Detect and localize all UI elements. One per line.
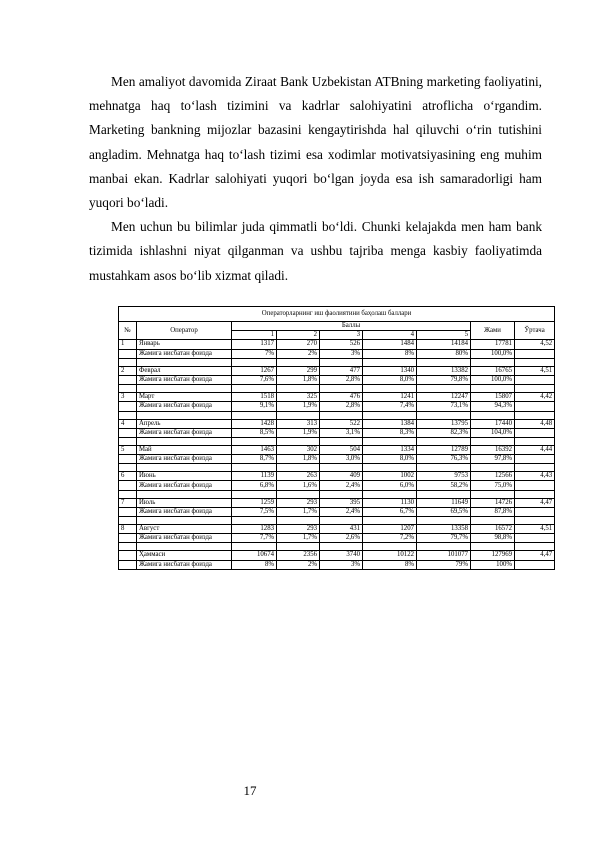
spacer-cell bbox=[320, 358, 363, 366]
header-score-2: 2 bbox=[277, 331, 320, 340]
paragraph-2: Men uchun bu bilimlar juda qimmatli bo‘ldi. Chunki kelajakda men ham bank tizimida ishlashni niyat qilganman va ushbu tajriba menga kasbiy faoliyatimda mustahkam asos bo‘lib xizmat qiladi. bbox=[89, 219, 542, 283]
spacer-cell bbox=[363, 543, 417, 551]
score-value: 293 bbox=[277, 525, 320, 534]
spacer-row bbox=[119, 517, 555, 525]
score-value: 13358 bbox=[417, 525, 471, 534]
score-value: 313 bbox=[277, 419, 320, 428]
spacer-cell bbox=[417, 411, 471, 419]
share-value: 79% bbox=[417, 560, 471, 569]
share-total: 104,0% bbox=[471, 428, 515, 437]
score-value: 12789 bbox=[417, 445, 471, 454]
spacer-cell bbox=[232, 543, 277, 551]
row-month: Май bbox=[137, 445, 232, 454]
table-row bbox=[119, 472, 555, 481]
spacer-cell bbox=[320, 543, 363, 551]
table-row bbox=[119, 551, 555, 560]
share-total: 100,0% bbox=[471, 375, 515, 384]
row-total: 127969 bbox=[471, 551, 515, 560]
spacer-cell bbox=[363, 411, 417, 419]
spacer-cell bbox=[417, 543, 471, 551]
share-label: Жамига нисбатан фоизда bbox=[137, 455, 232, 464]
share-label: Жамига нисбатан фоизда bbox=[137, 534, 232, 543]
score-value: 477 bbox=[320, 366, 363, 375]
spacer-cell bbox=[515, 490, 555, 498]
score-value: 10122 bbox=[363, 551, 417, 560]
row-month: Август bbox=[137, 525, 232, 534]
score-value: 1207 bbox=[363, 525, 417, 534]
spacer-cell bbox=[363, 437, 417, 445]
share-total: 97,8% bbox=[471, 455, 515, 464]
header-scores: Баллы bbox=[232, 322, 471, 331]
share-value: 76,3% bbox=[417, 455, 471, 464]
row-total: 16392 bbox=[471, 445, 515, 454]
share-value: 80% bbox=[417, 349, 471, 358]
score-value: 395 bbox=[320, 498, 363, 507]
share-value: 69,5% bbox=[417, 507, 471, 516]
score-value: 1267 bbox=[232, 366, 277, 375]
share-average-empty bbox=[515, 402, 555, 411]
share-label: Жамига нисбатан фоизда bbox=[137, 560, 232, 569]
table-row bbox=[119, 498, 555, 507]
spacer-cell bbox=[137, 464, 232, 472]
spacer-cell bbox=[232, 411, 277, 419]
share-value: 1,7% bbox=[277, 534, 320, 543]
table-row bbox=[119, 393, 555, 402]
spacer-cell bbox=[320, 490, 363, 498]
share-value: 7,2% bbox=[363, 534, 417, 543]
share-value: 8% bbox=[363, 560, 417, 569]
score-value: 1428 bbox=[232, 419, 277, 428]
score-value: 302 bbox=[277, 445, 320, 454]
spacer-cell bbox=[471, 543, 515, 551]
spacer-cell bbox=[232, 464, 277, 472]
header-operator: Оператор bbox=[137, 322, 232, 340]
spacer-cell bbox=[137, 490, 232, 498]
table-row-share bbox=[119, 481, 555, 490]
share-value: 3% bbox=[320, 560, 363, 569]
share-label: Жамига нисбатан фоизда bbox=[137, 428, 232, 437]
score-value: 1484 bbox=[363, 340, 417, 349]
table-row-share bbox=[119, 402, 555, 411]
spacer-cell bbox=[119, 464, 137, 472]
share-spacer bbox=[119, 455, 137, 464]
share-label: Жамига нисбатан фоизда bbox=[137, 375, 232, 384]
spacer-cell bbox=[232, 437, 277, 445]
share-average-empty bbox=[515, 375, 555, 384]
score-value: 293 bbox=[277, 498, 320, 507]
score-value: 1130 bbox=[363, 498, 417, 507]
score-value: 101077 bbox=[417, 551, 471, 560]
spacer-cell bbox=[119, 490, 137, 498]
spacer-cell bbox=[471, 490, 515, 498]
share-spacer bbox=[119, 534, 137, 543]
spacer-cell bbox=[417, 437, 471, 445]
spacer-cell bbox=[515, 358, 555, 366]
row-average: 4,51 bbox=[515, 525, 555, 534]
score-value: 522 bbox=[320, 419, 363, 428]
header-score-3: 3 bbox=[320, 331, 363, 340]
row-number: 3 bbox=[119, 393, 137, 402]
spacer-cell bbox=[137, 543, 232, 551]
row-month: Феврал bbox=[137, 366, 232, 375]
spacer-cell bbox=[471, 411, 515, 419]
spacer-cell bbox=[119, 517, 137, 525]
table-row-share bbox=[119, 455, 555, 464]
row-number: 5 bbox=[119, 445, 137, 454]
score-value: 13795 bbox=[417, 419, 471, 428]
spacer-cell bbox=[363, 385, 417, 393]
share-spacer bbox=[119, 428, 137, 437]
score-value: 431 bbox=[320, 525, 363, 534]
score-value: 1334 bbox=[363, 445, 417, 454]
share-value: 73,1% bbox=[417, 402, 471, 411]
header-score-4: 4 bbox=[363, 331, 417, 340]
share-total: 100,0% bbox=[471, 349, 515, 358]
spacer-cell bbox=[277, 517, 320, 525]
score-value: 9753 bbox=[417, 472, 471, 481]
header-no: № bbox=[119, 322, 137, 340]
spacer-cell bbox=[515, 543, 555, 551]
row-average: 4,48 bbox=[515, 419, 555, 428]
row-total: 17781 bbox=[471, 340, 515, 349]
score-value: 13382 bbox=[417, 366, 471, 375]
spacer-cell bbox=[232, 490, 277, 498]
share-total: 94,3% bbox=[471, 402, 515, 411]
share-label: Жамига нисбатан фоизда bbox=[137, 481, 232, 490]
spacer-cell bbox=[137, 385, 232, 393]
row-total: 15807 bbox=[471, 393, 515, 402]
row-average: 4,47 bbox=[515, 498, 555, 507]
spacer-cell bbox=[471, 358, 515, 366]
row-month: Июль bbox=[137, 498, 232, 507]
row-number: 6 bbox=[119, 472, 137, 481]
spacer-cell bbox=[515, 411, 555, 419]
header-average: Ўртача bbox=[515, 322, 555, 340]
share-spacer bbox=[119, 375, 137, 384]
header-total: Жами bbox=[471, 322, 515, 340]
share-value: 7,5% bbox=[232, 507, 277, 516]
score-value: 14184 bbox=[417, 340, 471, 349]
spacer-row bbox=[119, 411, 555, 419]
share-spacer bbox=[119, 507, 137, 516]
spacer-cell bbox=[137, 411, 232, 419]
spacer-row bbox=[119, 490, 555, 498]
share-value: 2,8% bbox=[320, 375, 363, 384]
row-number: 4 bbox=[119, 419, 137, 428]
spacer-cell bbox=[119, 358, 137, 366]
operator-scores-table-wrapper bbox=[118, 306, 553, 570]
share-total: 75,0% bbox=[471, 481, 515, 490]
spacer-cell bbox=[417, 464, 471, 472]
spacer-cell bbox=[277, 490, 320, 498]
header-score-1: 1 bbox=[232, 331, 277, 340]
share-value: 2,6% bbox=[320, 534, 363, 543]
share-value: 2,4% bbox=[320, 507, 363, 516]
share-value: 8% bbox=[363, 349, 417, 358]
score-value: 526 bbox=[320, 340, 363, 349]
share-value: 1,7% bbox=[277, 507, 320, 516]
share-average-empty bbox=[515, 507, 555, 516]
table-row bbox=[119, 445, 555, 454]
spacer-cell bbox=[471, 437, 515, 445]
row-number: 7 bbox=[119, 498, 137, 507]
score-value: 325 bbox=[277, 393, 320, 402]
share-value: 7,6% bbox=[232, 375, 277, 384]
share-average-empty bbox=[515, 481, 555, 490]
spacer-cell bbox=[417, 385, 471, 393]
spacer-row bbox=[119, 437, 555, 445]
share-total: 98,8% bbox=[471, 534, 515, 543]
spacer-cell bbox=[363, 517, 417, 525]
score-value: 2356 bbox=[277, 551, 320, 560]
share-value: 79,7% bbox=[417, 534, 471, 543]
spacer-cell bbox=[320, 517, 363, 525]
row-average: 4,42 bbox=[515, 393, 555, 402]
operator-scores-table bbox=[118, 306, 555, 570]
spacer-cell bbox=[137, 358, 232, 366]
share-average-empty bbox=[515, 560, 555, 569]
page-number: 17 bbox=[243, 783, 257, 798]
spacer-cell bbox=[119, 437, 137, 445]
spacer-row bbox=[119, 464, 555, 472]
paragraph-1: Men amaliyot davomida Ziraat Bank Uzbekistan ATBning marketing faoliyatini, mehnatga haq to‘lash tizimini va kadrlar salohiyatini atroflicha o‘rgandim. Marketing bankning mijozlar bazasini kengaytirishda hal qiluvchi o‘rin tutishini angladim. Mehnatga haq to‘lash tizimi esa xodimlar motivatsiyasining eng muhim manbai ekan. Kadrlar salohiyati yuqori bo‘lgan joyda esa ish samaradorligi ham yuqori bo‘ladi. bbox=[89, 74, 542, 211]
share-value: 82,3% bbox=[417, 428, 471, 437]
share-value: 8,5% bbox=[232, 428, 277, 437]
table-body bbox=[119, 340, 555, 569]
share-value: 9,1% bbox=[232, 402, 277, 411]
score-value: 1259 bbox=[232, 498, 277, 507]
share-spacer bbox=[119, 481, 137, 490]
spacer-cell bbox=[119, 543, 137, 551]
spacer-cell bbox=[471, 517, 515, 525]
row-average: 4,44 bbox=[515, 445, 555, 454]
share-label: Жамига нисбатан фоизда bbox=[137, 402, 232, 411]
spacer-cell bbox=[277, 437, 320, 445]
row-number: 8 bbox=[119, 525, 137, 534]
share-value: 3,0% bbox=[320, 455, 363, 464]
spacer-cell bbox=[515, 385, 555, 393]
spacer-cell bbox=[232, 358, 277, 366]
share-total: 87,8% bbox=[471, 507, 515, 516]
share-value: 2% bbox=[277, 560, 320, 569]
spacer-cell bbox=[137, 437, 232, 445]
table-row bbox=[119, 525, 555, 534]
score-value: 1283 bbox=[232, 525, 277, 534]
score-value: 1317 bbox=[232, 340, 277, 349]
spacer-cell bbox=[471, 385, 515, 393]
spacer-cell bbox=[277, 411, 320, 419]
share-value: 3,1% bbox=[320, 428, 363, 437]
spacer-row bbox=[119, 385, 555, 393]
share-value: 2,8% bbox=[320, 402, 363, 411]
spacer-cell bbox=[277, 385, 320, 393]
spacer-cell bbox=[277, 543, 320, 551]
share-value: 7% bbox=[232, 349, 277, 358]
share-value: 3% bbox=[320, 349, 363, 358]
spacer-cell bbox=[515, 517, 555, 525]
table-caption: Операторларнинг иш фаолиятини баҳолаш баллари bbox=[119, 307, 555, 322]
score-value: 270 bbox=[277, 340, 320, 349]
share-value: 2,4% bbox=[320, 481, 363, 490]
spacer-cell bbox=[232, 517, 277, 525]
score-value: 1518 bbox=[232, 393, 277, 402]
share-value: 2% bbox=[277, 349, 320, 358]
score-value: 299 bbox=[277, 366, 320, 375]
score-value: 1384 bbox=[363, 419, 417, 428]
share-value: 6,7% bbox=[363, 507, 417, 516]
row-month: Январь bbox=[137, 340, 232, 349]
share-value: 7,4% bbox=[363, 402, 417, 411]
spacer-cell bbox=[471, 464, 515, 472]
table-row-share bbox=[119, 560, 555, 569]
share-average-empty bbox=[515, 349, 555, 358]
spacer-cell bbox=[515, 437, 555, 445]
row-average: 4,52 bbox=[515, 340, 555, 349]
header-score-5: 5 bbox=[417, 331, 471, 340]
share-average-empty bbox=[515, 455, 555, 464]
table-row bbox=[119, 419, 555, 428]
spacer-cell bbox=[320, 464, 363, 472]
spacer-cell bbox=[417, 490, 471, 498]
spacer-cell bbox=[320, 411, 363, 419]
row-month: Апрель bbox=[137, 419, 232, 428]
score-value: 263 bbox=[277, 472, 320, 481]
score-value: 3740 bbox=[320, 551, 363, 560]
share-value: 58,2% bbox=[417, 481, 471, 490]
body-text bbox=[89, 70, 542, 288]
share-value: 8% bbox=[232, 560, 277, 569]
table-row-share bbox=[119, 507, 555, 516]
share-value: 1,8% bbox=[277, 375, 320, 384]
spacer-cell bbox=[277, 464, 320, 472]
share-value: 8,7% bbox=[232, 455, 277, 464]
score-value: 1002 bbox=[363, 472, 417, 481]
table-row bbox=[119, 366, 555, 375]
score-value: 11649 bbox=[417, 498, 471, 507]
share-average-empty bbox=[515, 534, 555, 543]
share-value: 7,7% bbox=[232, 534, 277, 543]
share-label: Жамига нисбатан фоизда bbox=[137, 507, 232, 516]
row-month: Ҳаммаси bbox=[137, 551, 232, 560]
row-number bbox=[119, 551, 137, 560]
share-value: 79,8% bbox=[417, 375, 471, 384]
table-row-share bbox=[119, 349, 555, 358]
score-value: 1340 bbox=[363, 366, 417, 375]
row-total: 12566 bbox=[471, 472, 515, 481]
share-spacer bbox=[119, 560, 137, 569]
spacer-cell bbox=[515, 464, 555, 472]
share-value: 6,8% bbox=[232, 481, 277, 490]
score-value: 1463 bbox=[232, 445, 277, 454]
spacer-cell bbox=[363, 358, 417, 366]
spacer-cell bbox=[119, 385, 137, 393]
share-value: 1,8% bbox=[277, 455, 320, 464]
table-row bbox=[119, 340, 555, 349]
share-value: 8,0% bbox=[363, 455, 417, 464]
share-spacer bbox=[119, 402, 137, 411]
row-month: Март bbox=[137, 393, 232, 402]
row-total: 16765 bbox=[471, 366, 515, 375]
row-total: 16572 bbox=[471, 525, 515, 534]
share-total: 100% bbox=[471, 560, 515, 569]
share-spacer bbox=[119, 349, 137, 358]
score-value: 1241 bbox=[363, 393, 417, 402]
table-row-share bbox=[119, 428, 555, 437]
row-average: 4,43 bbox=[515, 472, 555, 481]
score-value: 10674 bbox=[232, 551, 277, 560]
spacer-cell bbox=[119, 411, 137, 419]
score-value: 504 bbox=[320, 445, 363, 454]
share-value: 1,9% bbox=[277, 402, 320, 411]
spacer-cell bbox=[320, 437, 363, 445]
row-average: 4,51 bbox=[515, 366, 555, 375]
table-row-share bbox=[119, 534, 555, 543]
row-total: 17440 bbox=[471, 419, 515, 428]
score-value: 409 bbox=[320, 472, 363, 481]
share-value: 6,0% bbox=[363, 481, 417, 490]
spacer-cell bbox=[232, 385, 277, 393]
score-value: 12247 bbox=[417, 393, 471, 402]
share-value: 8,0% bbox=[363, 375, 417, 384]
spacer-cell bbox=[277, 358, 320, 366]
share-value: 1,9% bbox=[277, 428, 320, 437]
share-average-empty bbox=[515, 428, 555, 437]
table-row-share bbox=[119, 375, 555, 384]
spacer-cell bbox=[320, 385, 363, 393]
spacer-row bbox=[119, 358, 555, 366]
score-value: 476 bbox=[320, 393, 363, 402]
score-value: 1139 bbox=[232, 472, 277, 481]
spacer-cell bbox=[417, 517, 471, 525]
spacer-cell bbox=[417, 358, 471, 366]
row-average: 4,47 bbox=[515, 551, 555, 560]
row-total: 14726 bbox=[471, 498, 515, 507]
spacer-cell bbox=[363, 464, 417, 472]
spacer-cell bbox=[137, 517, 232, 525]
share-value: 1,6% bbox=[277, 481, 320, 490]
row-number: 2 bbox=[119, 366, 137, 375]
row-number: 1 bbox=[119, 340, 137, 349]
row-month: Июнь bbox=[137, 472, 232, 481]
share-label: Жамига нисбатан фоизда bbox=[137, 349, 232, 358]
share-value: 8,3% bbox=[363, 428, 417, 437]
spacer-row bbox=[119, 543, 555, 551]
spacer-cell bbox=[363, 490, 417, 498]
